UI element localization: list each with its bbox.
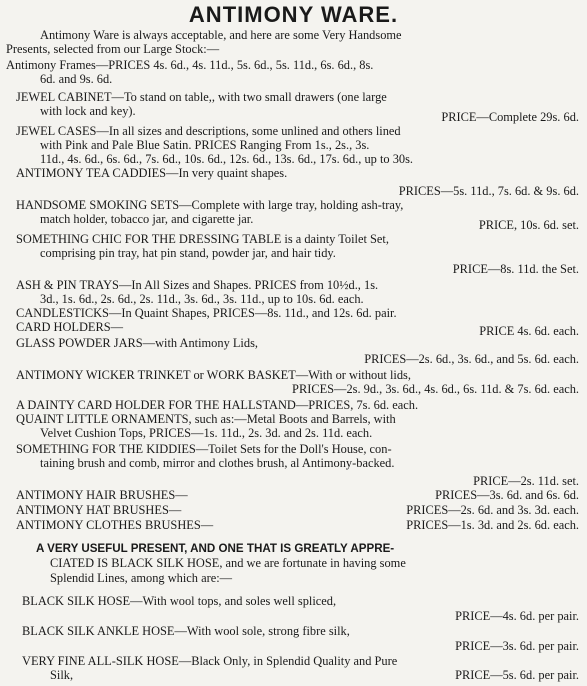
price-line: PRICES—3s. 6d. and 6s. 6d. bbox=[435, 488, 579, 502]
item-line: ASH & PIN TRAYS—In All Sizes and Shapes. PRICES from 10½d., 1s. bbox=[16, 278, 379, 292]
item-line: ANTIMONY HAIR BRUSHES— bbox=[16, 488, 188, 502]
price-line: PRICE, 10s. 6d. set. bbox=[478, 218, 579, 232]
item-line: with Pink and Pale Blue Satin. PRICES Ranging From 1s., 2s., 3s. bbox=[40, 138, 370, 152]
item-line: comprising pin tray, hat pin stand, powder jar, and hair tidy. bbox=[40, 246, 336, 260]
price-line: PRICES—2s. 6d. and 3s. 3d. each. bbox=[406, 503, 579, 517]
item-line: A DAINTY CARD HOLDER FOR THE HALLSTAND—PRICES, 7s. 6d. each. bbox=[16, 398, 419, 412]
price-line: PRICE—5s. 6d. per pair. bbox=[455, 668, 579, 682]
item-line: GLASS POWDER JARS—with Antimony Lids, bbox=[16, 336, 258, 350]
item-line: SOMETHING FOR THE KIDDIES—Toilet Sets for the Doll's House, con- bbox=[16, 442, 392, 456]
item-line: ANTIMONY CLOTHES BRUSHES— bbox=[16, 518, 214, 532]
item-line: 3d., 1s. 6d., 2s. 6d., 2s. 11d., 3s. 6d., 3s. 11d., up to 10s. 6d. each. bbox=[40, 292, 364, 306]
hose-item-line: VERY FINE ALL-SILK HOSE—Black Only, in Splendid Quality and Pure bbox=[22, 654, 398, 668]
item-line: ANTIMONY HAT BRUSHES— bbox=[16, 503, 182, 517]
hose-item-line: Silk, bbox=[50, 668, 74, 682]
item-line: ANTIMONY WICKER TRINKET or WORK BASKET—With or without lids, bbox=[16, 368, 411, 382]
hose-intro-line: A VERY USEFUL PRESENT, AND ONE THAT IS GREATLY APPRE- bbox=[36, 542, 395, 555]
item-line: match holder, tobacco jar, and cigarette jar. bbox=[40, 212, 254, 226]
intro-line: Antimony Ware is always acceptable, and here are some Very Handsome bbox=[40, 28, 402, 42]
item-line: 6d. and 9s. 6d. bbox=[40, 72, 113, 86]
item-line: QUAINT LITTLE ORNAMENTS, such as:—Metal Boots and Barrels, with bbox=[16, 412, 396, 426]
item-line: taining brush and comb, mirror and clothes brush, al Antimony-backed. bbox=[40, 456, 395, 470]
item-line: 11d., 4s. 6d., 6s. 6d., 7s. 6d., 10s. 6d., 12s. 6d., 13s. 6d., 17s. 6d., up to 30s. bbox=[40, 152, 414, 166]
price-line: PRICE—3s. 6d. per pair. bbox=[455, 639, 579, 653]
intro-line: Presents, selected from our Large Stock:— bbox=[6, 42, 220, 56]
item-line: ANTIMONY TEA CADDIES—In very quaint shapes. bbox=[16, 166, 288, 180]
item-line: CANDLESTICKS—In Quaint Shapes, PRICES—8s. 11d., and 12s. 6d. pair. bbox=[16, 306, 397, 320]
price-line: PRICE—8s. 11d. the Set. bbox=[452, 262, 579, 276]
item-line: Antimony Frames—PRICES 4s. 6d., 4s. 11d., 5s. 6d., 5s. 11d., 6s. 6d., 8s. bbox=[6, 58, 374, 72]
item-line: SOMETHING CHIC FOR THE DRESSING TABLE is a dainty Toilet Set, bbox=[16, 232, 389, 246]
hose-item-line: BLACK SILK ANKLE HOSE—With wool sole, strong fibre silk, bbox=[22, 624, 350, 638]
hose-intro-line: CIATED IS BLACK SILK HOSE, and we are fortunate in having some bbox=[50, 556, 406, 570]
item-line: CARD HOLDERS— bbox=[16, 320, 124, 334]
price-line: PRICE 4s. 6d. each. bbox=[479, 324, 579, 338]
item-line: HANDSOME SMOKING SETS—Complete with large tray, holding ash-tray, bbox=[16, 198, 404, 212]
price-line: PRICES—5s. 11d., 7s. 6d. & 9s. 6d. bbox=[398, 184, 579, 198]
price-line: PRICES—2s. 6d., 3s. 6d., and 5s. 6d. each. bbox=[364, 352, 579, 366]
price-line: PRICE—2s. 11d. set. bbox=[473, 474, 579, 488]
price-line: PRICES—1s. 3d. and 2s. 6d. each. bbox=[406, 518, 579, 532]
price-line: PRICES—2s. 9d., 3s. 6d., 4s. 6d., 6s. 11d. & 7s. 6d. each. bbox=[292, 382, 579, 396]
price-line: PRICE—Complete 29s. 6d. bbox=[441, 110, 579, 124]
hose-item-line: BLACK SILK HOSE—With wool tops, and soles well spliced, bbox=[22, 594, 337, 608]
ad-title: ANTIMONY WARE. bbox=[188, 2, 399, 27]
item-line: JEWEL CASES—In all sizes and descriptions, some unlined and others lined bbox=[16, 124, 401, 138]
price-line: PRICE—4s. 6d. per pair. bbox=[455, 609, 579, 623]
hose-intro-line: Splendid Lines, among which are:— bbox=[50, 571, 233, 585]
item-line: Velvet Cushion Tops, PRICES—1s. 11d., 2s. 3d. and 2s. 11d. each. bbox=[40, 426, 373, 440]
item-line: JEWEL CABINET—To stand on table,, with two small drawers (one large bbox=[16, 90, 387, 104]
item-line: with lock and key). bbox=[40, 104, 136, 118]
